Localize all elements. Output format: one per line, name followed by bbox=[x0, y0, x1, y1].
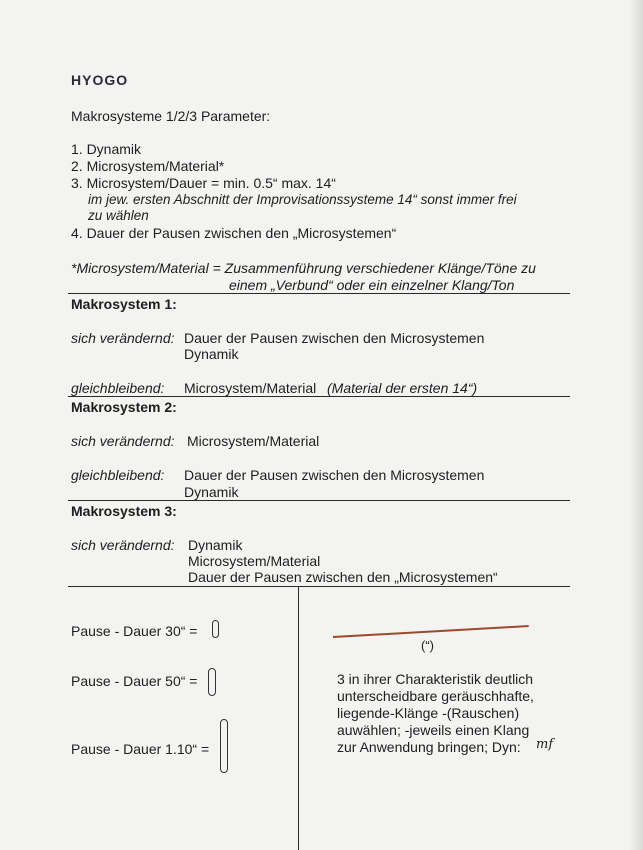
footnote-line-2: einem „Verbund“ oder ein einzelner Klang/Ton bbox=[229, 277, 515, 293]
parameter-item-4: 4. Dauer der Pausen zwischen den „Microsystemen“ bbox=[71, 225, 397, 241]
makrosystem-2-constant-2: Dynamik bbox=[184, 484, 239, 500]
makrosystem-1-changing-2: Dynamik bbox=[184, 346, 239, 362]
makrosystem-1-changing-1: Dauer der Pausen zwischen den Microsystemen bbox=[184, 330, 485, 346]
makrosystem-3-label: Makrosystem 3: bbox=[71, 503, 177, 519]
document-title: HYOGO bbox=[71, 72, 129, 88]
pause-30-label: Pause - Dauer 30“ = bbox=[71, 623, 198, 639]
makrosystem-3-changing-1: Dynamik bbox=[188, 537, 243, 553]
page-edge-shadow bbox=[629, 0, 643, 850]
makrosystem-3-changing-2: Microsystem/Material bbox=[188, 553, 321, 569]
makrosystem-1-label: Makrosystem 1: bbox=[71, 296, 177, 312]
makrosystem-3-changing-3: Dauer der Pausen zwischen den „Microsystemen“ bbox=[188, 569, 498, 585]
makrosystem-3-changing-label: sich verändernd: bbox=[71, 537, 175, 553]
pause-110-label: Pause - Dauer 1.10“ = bbox=[71, 741, 210, 757]
parameter-item-3-note-2: zu wählen bbox=[88, 208, 149, 223]
makrosystem-2-constant-1: Dauer der Pausen zwischen den Microsystemen bbox=[184, 467, 485, 483]
dynamic-marking: mf bbox=[536, 737, 554, 752]
pause-50-symbol bbox=[208, 668, 216, 696]
sound-description-2: unterscheidbare geräuschhafte, bbox=[337, 688, 534, 704]
footnote-line-1: *Microsystem/Material = Zusammenführung verschiedener Klänge/Töne zu bbox=[71, 260, 536, 276]
makrosystem-1-constant-label: gleichbleibend: bbox=[71, 380, 165, 396]
divider-line bbox=[68, 396, 570, 397]
legend-top-border bbox=[68, 586, 570, 587]
sustained-sound-caption: (“) bbox=[421, 638, 434, 653]
divider-line bbox=[68, 293, 570, 294]
parameter-item-2: 2. Microsystem/Material* bbox=[71, 158, 225, 174]
parameters-heading: Makrosysteme 1/2/3 Parameter: bbox=[71, 108, 271, 124]
parameter-item-1: 1. Dynamik bbox=[71, 141, 142, 157]
makrosystem-2-constant-label: gleichbleibend: bbox=[71, 467, 165, 483]
pause-50-label: Pause - Dauer 50“ = bbox=[71, 673, 198, 689]
makrosystem-2-changing-1: Microsystem/Material bbox=[187, 433, 320, 449]
pause-30-symbol bbox=[212, 620, 219, 638]
sound-description-5: zur Anwendung bringen; Dyn: bbox=[337, 739, 521, 755]
sound-description-4: auwählen; -jeweils einen Klang bbox=[337, 722, 530, 738]
sustained-sound-line bbox=[333, 625, 529, 638]
parameter-item-3: 3. Microsystem/Dauer = min. 0.5“ max. 14“ bbox=[71, 175, 336, 191]
sound-description-3: liegende-Klänge -(Rauschen) bbox=[337, 705, 520, 721]
makrosystem-2-changing-label: sich verändernd: bbox=[71, 433, 175, 449]
makrosystem-1-constant-value: Microsystem/Material bbox=[184, 380, 317, 396]
parameter-item-3-note-1: im jew. ersten Abschnitt der Improvisationssysteme 14“ sonst immer frei bbox=[88, 192, 517, 207]
legend-column-divider bbox=[298, 586, 299, 850]
pause-110-symbol bbox=[220, 719, 228, 773]
divider-line bbox=[68, 500, 570, 501]
makrosystem-1-changing-label: sich verändernd: bbox=[71, 330, 175, 346]
makrosystem-1-constant-note: (Material der ersten 14“) bbox=[327, 380, 478, 396]
sound-description-1: 3 in ihrer Charakteristik deutlich bbox=[337, 671, 534, 687]
makrosystem-2-label: Makrosystem 2: bbox=[71, 399, 177, 415]
